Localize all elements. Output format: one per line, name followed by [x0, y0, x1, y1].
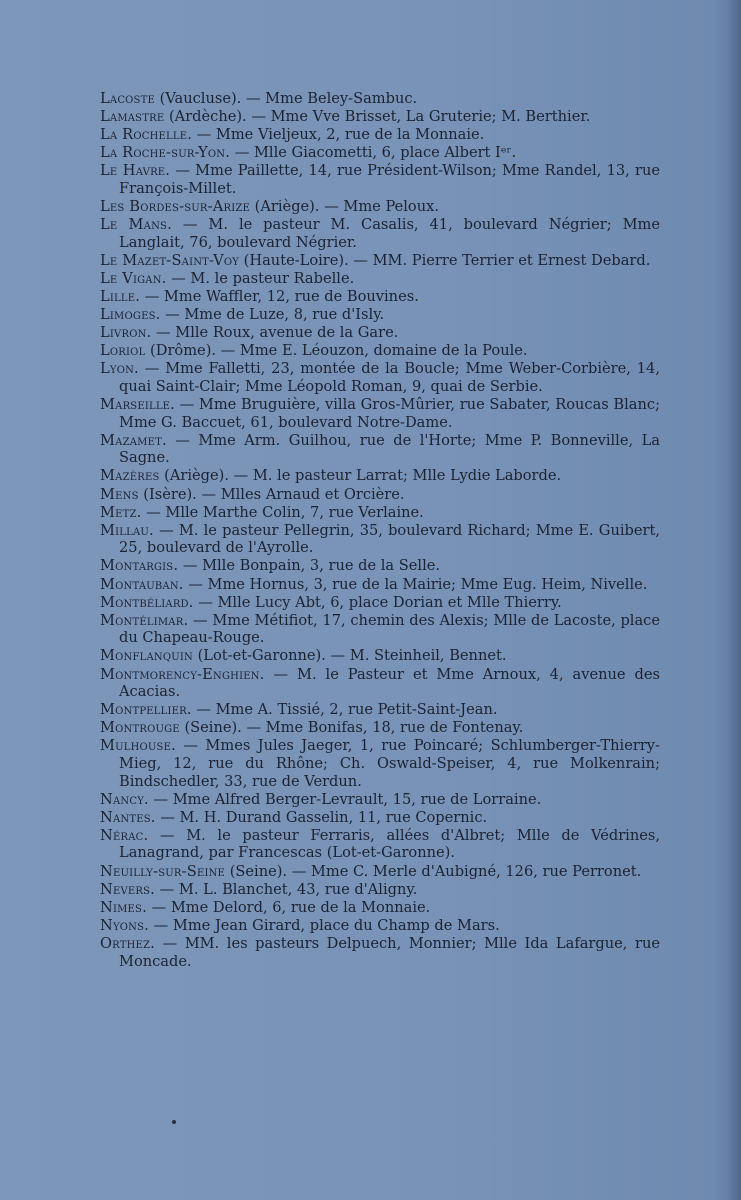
entry-details: (Ardèche). — Mme Vve Brisset, La Gruterie; M. Berthier.: [164, 108, 591, 126]
place-name: Limoges.: [100, 306, 161, 324]
list-item: [100, 288, 660, 306]
place-name: La Roche-sur-Yon.: [100, 144, 231, 162]
place-name: Montargis.: [100, 557, 179, 575]
list-item: [100, 719, 660, 737]
entry-details: — Mme Métifiot, 17, chemin des Alexis; Mlle de Lacoste, place du Chapeau-Rouge.: [119, 611, 660, 647]
entry-details: — Mlle Giacometti, 6, place Albert Iᵉʳ.: [230, 144, 517, 162]
entry-details: — Mlle Marthe Colin, 7, rue Verlaine.: [141, 503, 424, 521]
list-item: [100, 144, 660, 162]
list-item: [100, 791, 660, 809]
entry-details: — Mme A. Tissié, 2, rue Petit-Saint-Jean.: [191, 701, 498, 719]
place-name: Lille.: [100, 288, 141, 306]
entry-details: — Mme Waffler, 12, rue de Bouvines.: [140, 288, 419, 306]
place-name: Nyons.: [100, 916, 150, 934]
list-item: [100, 899, 660, 917]
ink-speck: [172, 1120, 176, 1124]
place-name: Mens: [100, 485, 139, 503]
list-item: [100, 737, 660, 790]
entry-details: (Vaucluse). — Mme Beley-Sambuc.: [154, 90, 418, 107]
entry-details: — M. le pasteur Pellegrin, 35, boulevard Richard; Mme E. Guibert, 25, boulevard de l'Ayrolle.: [119, 521, 660, 557]
entry-details: — Mme Alfred Berger-Levrault, 15, rue de Lorraine.: [148, 790, 542, 808]
list-item: [100, 522, 660, 557]
list-item: [100, 701, 660, 719]
place-name: Metz.: [100, 503, 142, 521]
address-list: [100, 90, 660, 971]
place-name: Le Havre.: [100, 162, 171, 180]
entry-details: — Mmes Jules Jaeger, 1, rue Poincaré; Schlumberger-Thierry-Mieg, 12, rue du Rhône; Ch. Oswald-Speiser, 4, rue Molkenrain; Bindschedler, 33, rue de Verdun.: [119, 737, 660, 790]
list-item: [100, 557, 660, 575]
list-item: [100, 647, 660, 665]
place-name: Montélimar.: [100, 611, 189, 629]
entry-details: — Mme Paillette, 14, rue Président-Wilson; Mme Randel, 13, rue François-Millet.: [119, 162, 661, 197]
entry-details: — MM. les pasteurs Delpuech, Monnier; Mlle Ida Lafargue, rue Moncade.: [119, 934, 660, 970]
list-item: [100, 935, 660, 970]
list-item: [100, 666, 660, 701]
list-item: [100, 360, 660, 395]
list-item: [100, 342, 660, 360]
place-name: Lacoste: [100, 90, 155, 107]
entry-details: (Seine). — Mme Bonifas, 18, rue de Fontenay.: [179, 719, 524, 737]
list-item: [100, 396, 660, 431]
list-item: [100, 594, 660, 612]
place-name: Mulhouse.: [100, 737, 176, 755]
list-item: [100, 863, 660, 881]
place-name: Nevers.: [100, 880, 156, 898]
list-item: [100, 467, 660, 485]
entry-details: (Ariège). — Mme Peloux.: [250, 198, 439, 216]
place-name: Nantes.: [100, 808, 156, 826]
place-name: Lamastre: [100, 108, 165, 126]
list-item: [100, 126, 660, 144]
list-item: [100, 432, 660, 467]
entry-details: — Mme Delord, 6, rue de la Monnaie.: [146, 898, 431, 916]
entry-details: — Mme Bruguière, villa Gros-Mûrier, rue Sabater, Roucas Blanc; Mme G. Baccuet, 61, boulevard Notre-Dame.: [119, 396, 660, 431]
list-item: [100, 576, 660, 594]
place-name: Marseille.: [100, 396, 176, 414]
list-item: [100, 306, 660, 324]
list-item: [100, 252, 660, 270]
place-name: Millau.: [100, 521, 154, 539]
place-name: Montauban.: [100, 575, 184, 593]
entry-details: — Mme Vieljeux, 2, rue de la Monnaie.: [192, 126, 485, 144]
place-name: Nérac.: [100, 826, 149, 844]
place-name: Montpellier.: [100, 701, 192, 719]
entry-details: (Haute-Loire). — MM. Pierre Terrier et Ernest Debard.: [239, 251, 651, 269]
entry-details: (Ariège). — M. le pasteur Larrat; Mlle Lydie Laborde.: [159, 467, 562, 485]
place-name: Mazamet.: [100, 431, 167, 449]
entry-details: — Mme Arm. Guilhou, rue de l'Horte; Mme P. Bonneville, La Sagne.: [119, 431, 660, 467]
list-item: [100, 809, 660, 827]
place-name: Montrouge: [100, 719, 180, 737]
entry-details: — Mme de Luze, 8, rue d'Isly.: [160, 306, 385, 324]
entry-details: — Mlle Lucy Abt, 6, place Dorian et Mlle Thierry.: [193, 593, 562, 611]
entry-details: — M. H. Durand Gasselin, 11, rue Copernic.: [155, 808, 488, 826]
place-name: Le Mans.: [100, 216, 172, 234]
page-edge-shadow: [727, 0, 741, 1200]
place-name: Montmorency-Enghien.: [100, 665, 265, 683]
entry-details: — Mlle Roux, avenue de la Gare.: [151, 324, 399, 342]
entry-details: — M. le pasteur Ferraris, allées d'Albret; Mlle de Védrines, Lanagrand, par Francescas (Lot-et-Garonne).: [119, 826, 660, 862]
entry-details: (Isère). — Mlles Arnaud et Orcière.: [138, 485, 405, 503]
entry-details: — Mme Falletti, 23, montée de la Boucle; Mme Weber-Corbière, 14, quai Saint-Clair; Mme Léopold Roman, 9, quai de Serbie.: [119, 360, 660, 395]
list-item: [100, 486, 660, 504]
list-item: [100, 90, 660, 108]
list-item: [100, 881, 660, 899]
entry-details: (Seine). — Mme C. Merle d'Aubigné, 126, rue Perronet.: [225, 862, 642, 880]
list-item: [100, 216, 660, 251]
list-item: [100, 162, 660, 197]
list-item: [100, 827, 660, 862]
entry-details: — Mme Hornus, 3, rue de la Mairie; Mme Eug. Heim, Nivelle.: [183, 575, 648, 593]
entry-details: — Mlle Bonpain, 3, rue de la Selle.: [178, 557, 441, 575]
place-name: La Rochelle.: [100, 126, 193, 144]
list-item: [100, 612, 660, 647]
list-item: [100, 324, 660, 342]
place-name: Neuilly-sur-Seine: [100, 862, 226, 880]
place-name: Montbéliard.: [100, 593, 194, 611]
list-item: [100, 108, 660, 126]
entry-details: — M. le Pasteur et Mme Arnoux, 4, avenue des Acacias.: [119, 665, 660, 701]
entry-details: (Drôme). — Mme E. Léouzon, domaine de la Poule.: [145, 342, 528, 360]
place-name: Les Bordes-sur-Arize: [100, 198, 251, 216]
place-name: Le Mazet-Saint-Voy: [100, 251, 240, 269]
list-item: [100, 504, 660, 522]
place-name: Le Vigan.: [100, 269, 167, 287]
list-item: [100, 917, 660, 935]
place-name: Nimes.: [100, 898, 147, 916]
place-name: Livron.: [100, 324, 152, 342]
list-item: [100, 270, 660, 288]
entry-details: — M. L. Blanchet, 43, rue d'Aligny.: [155, 880, 418, 898]
place-name: Orthez.: [100, 934, 155, 952]
entry-details: — M. le pasteur M. Casalis, 41, boulevard Négrier; Mme Langlait, 76, boulevard Négrier.: [119, 216, 660, 251]
place-name: Nancy.: [100, 790, 149, 808]
place-name: Lyon.: [100, 360, 139, 378]
entry-details: — M. le pasteur Rabelle.: [166, 269, 355, 287]
place-name: Monflanquin: [100, 647, 193, 665]
entry-details: (Lot-et-Garonne). — M. Steinheil, Bennet.: [192, 647, 507, 665]
list-item: [100, 198, 660, 216]
entry-details: — Mme Jean Girard, place du Champ de Mars.: [149, 916, 500, 934]
place-name: Loriol: [100, 342, 146, 360]
place-name: Mazères: [100, 467, 160, 485]
